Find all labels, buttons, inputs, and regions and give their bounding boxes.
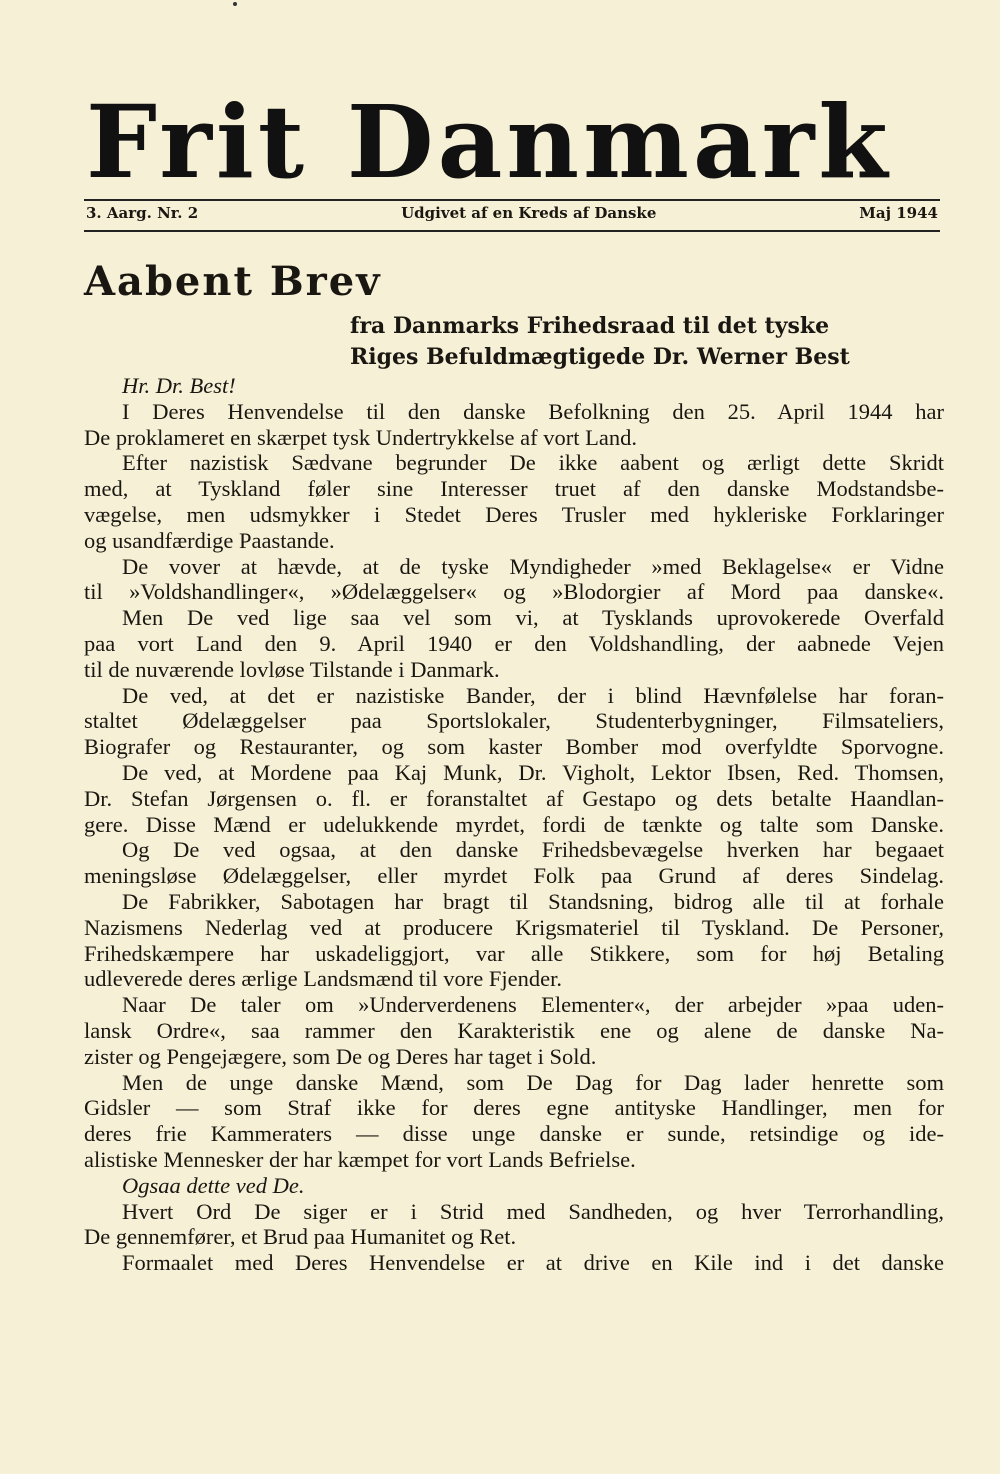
body-line: Biografer og Restauranter, og som kaster Bomber mod overfyldte Sporvogne. bbox=[84, 734, 944, 760]
body-line: De gennemfører, et Brud paa Humanitet og Ret. bbox=[84, 1224, 517, 1250]
body-line: alistiske Mennesker der har kæmpet for vort Lands Befrielse. bbox=[84, 1146, 636, 1172]
body-line: deres frie Kammeraters — disse unge danske er sunde, retsindige og ide- bbox=[84, 1121, 944, 1147]
body-line: lansk Ordre«, saa rammer den Karakteristik ene og alene de danske Na- bbox=[84, 1017, 944, 1043]
body-line: Naar De taler om »Underverdenens Elementer«, der arbejder »paa uden- bbox=[122, 992, 944, 1018]
body-line: Frihedskæmpere har uskadeliggjort, var alle Stikkere, som for høj Betaling bbox=[84, 940, 944, 966]
body-line: og usandfærdige Paastande. bbox=[84, 527, 335, 553]
body-line: De ved, at Mordene paa Kaj Munk, Dr. Vigholt, Lektor Ibsen, Red. Thomsen, bbox=[122, 759, 944, 785]
body-line: Ogsaa dette ved De. bbox=[122, 1172, 305, 1198]
body-line: I Deres Henvendelse til den danske Befolkning den 25. April 1944 har bbox=[122, 398, 944, 424]
body-line: Nazismens Nederlag ved at producere Krigsmateriel til Tyskland. De Personer, bbox=[84, 914, 944, 940]
body-line: paa vort Land den 9. April 1940 er den Voldshandling, der aabnede Vejen bbox=[84, 630, 944, 656]
article-subhead bbox=[350, 311, 945, 373]
body-line: Gidsler — som Straf ikke for deres egne antityske Handlinger, men for bbox=[84, 1095, 944, 1121]
body-line: Dr. Stefan Jørgensen o. fl. er foranstaltet af Gestapo og dets betalte Haandlan- bbox=[84, 785, 944, 811]
body-line: Men de unge danske Mænd, som De Dag for Dag lader henrette som bbox=[122, 1069, 944, 1095]
publisher-line: Udgivet af en Kreds af Danske bbox=[401, 204, 657, 222]
body-line: til »Voldshandlinger«, »Ødelæggelser« og »Blodorgier af Mord paa danske«. bbox=[84, 579, 944, 605]
body-line: De vover at hævde, at de tyske Myndigheder »med Beklagelse« er Vidne bbox=[122, 553, 944, 579]
subhead-line-2: Riges Befuldmægtigede Dr. Werner Best bbox=[350, 344, 850, 370]
bottom-rule bbox=[84, 230, 940, 232]
salutation: Hr. Dr. Best! bbox=[122, 373, 236, 398]
body-line: med, at Tyskland føler sine Interesser truet af den danske Modstandsbe- bbox=[84, 476, 944, 502]
body-line: De Fabrikker, Sabotagen har bragt til Standsning, bidrog alle til at forhale bbox=[122, 888, 944, 914]
body-line: til de nuværende lovløse Tilstande i Danmark. bbox=[84, 656, 500, 682]
article-body bbox=[84, 373, 944, 1276]
body-line: udleverede deres ærlige Landsmænd til vore Fjender. bbox=[84, 966, 562, 992]
subhead-line-1: fra Danmarks Frihedsraad til det tyske bbox=[350, 313, 830, 339]
body-line: De proklameret en skærpet tysk Undertrykkelse af vort Land. bbox=[84, 424, 637, 450]
issue-info-row bbox=[86, 204, 938, 222]
article-headline: Aabent Brev bbox=[84, 258, 382, 305]
body-line: gere. Disse Mænd er udelukkende myrdet, fordi de tænkte og talte som Danske. bbox=[84, 811, 944, 837]
body-line: Formaalet med Deres Henvendelse er at drive en Kile ind i det danske bbox=[122, 1250, 944, 1276]
body-line: vægelse, men udsmykker i Stedet Deres Trusler med hykleriske Forklaringer bbox=[84, 501, 944, 527]
body-line: meningsløse Ødelæggelser, eller myrdet Folk paa Grund af deres Sindelag. bbox=[84, 863, 944, 889]
paper-speck bbox=[233, 2, 237, 6]
body-line: Efter nazistisk Sædvane begrunder De ikke aabent og ærligt dette Skridt bbox=[122, 450, 944, 476]
body-line: zister og Pengejægere, som De og Deres har taget i Sold. bbox=[84, 1043, 597, 1069]
top-rule bbox=[84, 199, 940, 201]
masthead-title: Frit Danmark bbox=[86, 83, 892, 201]
body-line: Men De ved lige saa vel som vi, at Tysklands uprovokerede Overfald bbox=[122, 605, 944, 631]
body-line: Hvert Ord De siger er i Strid med Sandheden, og hver Terrorhandling, bbox=[122, 1198, 944, 1224]
body-line: staltet Ødelæggelser paa Sportslokaler, Studenterbygninger, Filmsateliers, bbox=[84, 708, 944, 734]
issue-number: 3. Aarg. Nr. 2 bbox=[86, 204, 199, 222]
body-line: De ved, at det er nazistiske Bander, der i blind Hævnfølelse har foran- bbox=[122, 682, 944, 708]
issue-date: Maj 1944 bbox=[859, 204, 938, 222]
body-line: Og De ved ogsaa, at den danske Frihedsbevægelse hverken har begaaet bbox=[122, 837, 944, 863]
